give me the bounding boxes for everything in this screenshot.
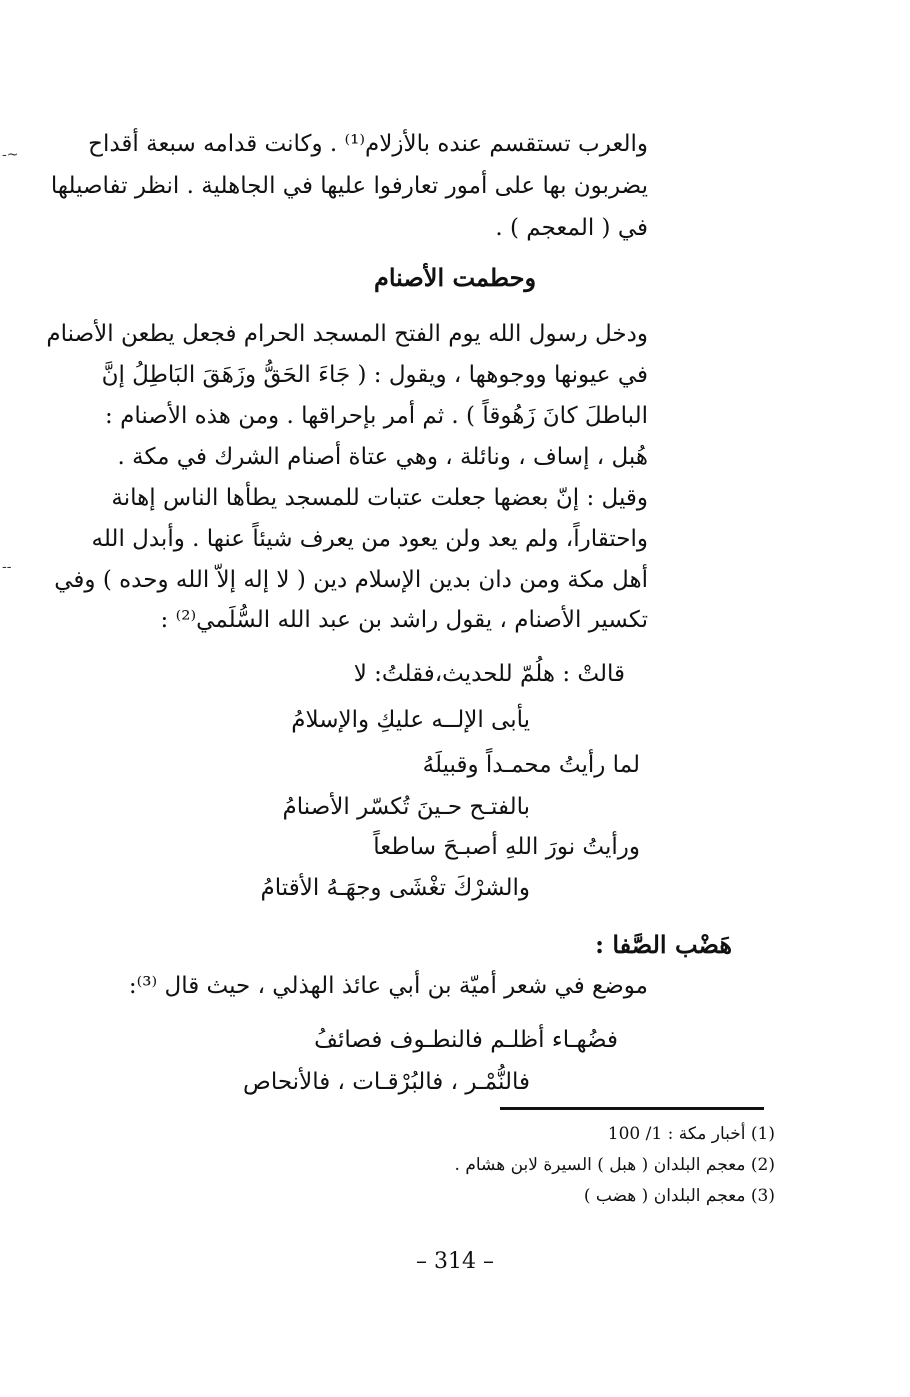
- body-line: في ( المعجم ) .: [495, 215, 648, 241]
- page-number: – 314 –: [416, 1249, 494, 1274]
- body-line: وقيل : إنّ بعضها جعلت عتبات للمسجد يطأها الناس إهانة: [111, 485, 648, 511]
- poem-verse: بالفتـح حـينَ تُكسّر الأصنامُ: [282, 794, 530, 820]
- section-heading: وحطمت الأصنام: [373, 263, 537, 292]
- footnote: (1) أخبار مكة : 1/ 100: [607, 1124, 775, 1144]
- poem-verse: قالتْ : هلُمّ للحديث،فقلتُ: لا: [353, 661, 625, 687]
- poem-verse: فضُهـاء أظلـم فالنطـوف فصائفُ: [314, 1027, 618, 1053]
- poem-verse: والشرْكَ تغْشَى وجهَـهُ الأقتامُ: [260, 875, 530, 901]
- body-line: ودخل رسول الله يوم الفتح المسجد الحرام فجعل يطعن الأصنام: [46, 321, 648, 347]
- poem-verse: لما رأيتُ محمـداً وقبيلَهُ: [422, 752, 640, 778]
- margin-mark: --: [2, 559, 12, 575]
- poem-verse: ورأيتُ نورَ اللهِ أصبـحَ ساطعاً: [373, 834, 640, 860]
- margin-mark: -~: [2, 147, 19, 163]
- subsection-title: هَضْب الصَّفا :: [595, 930, 732, 959]
- body-line: الباطلَ كانَ زَهُوقاً ) . ثم أمر بإحراقها . ومن هذه الأصنام :: [105, 403, 648, 429]
- poem-verse: يأبى الإلــه عليكِ والإسلامُ: [291, 707, 530, 733]
- body-line: والعرب تستقسم عنده بالأزلام⁽¹⁾ . وكانت قدامه سبعة أقداح: [88, 131, 648, 157]
- body-line: واحتقاراً، ولم يعد ولن يعود من يعرف شيئاً عنها . وأبدل الله: [91, 526, 648, 552]
- body-line: في عيونها ووجوهها ، ويقول : ( جَاءَ الحَقُّ وزَهَقَ البَاطِلُ إنَّ: [101, 362, 648, 388]
- body-line: هُبل ، إساف ، ونائلة ، وهي عتاة أصنام الشرك في مكة .: [117, 444, 648, 470]
- footnote-divider: [500, 1107, 764, 1110]
- body-line: يضربون بها على أمور تعارفوا عليها في الجاهلية . انظر تفاصيلها: [50, 173, 648, 199]
- footnote: (2) معجم البلدان ( هبل ) السيرة لابن هشام .: [454, 1155, 775, 1175]
- body-line: أهل مكة ومن دان بدين الإسلام دين ( لا إله إلاّ الله وحده ) وفي: [54, 567, 648, 593]
- body-line: تكسير الأصنام ، يقول راشد بن عبد الله السُّلَمي⁽²⁾ :: [160, 607, 648, 633]
- subsection-text: موضع في شعر أميّة بن أبي عائذ الهذلي ، حيث قال ⁽³⁾:: [128, 973, 648, 999]
- footnote: (3) معجم البلدان ( هضب ): [583, 1186, 775, 1206]
- poem-verse: فالنُّمْـر ، فالبُرْقـات ، فالأنحاص: [243, 1069, 530, 1095]
